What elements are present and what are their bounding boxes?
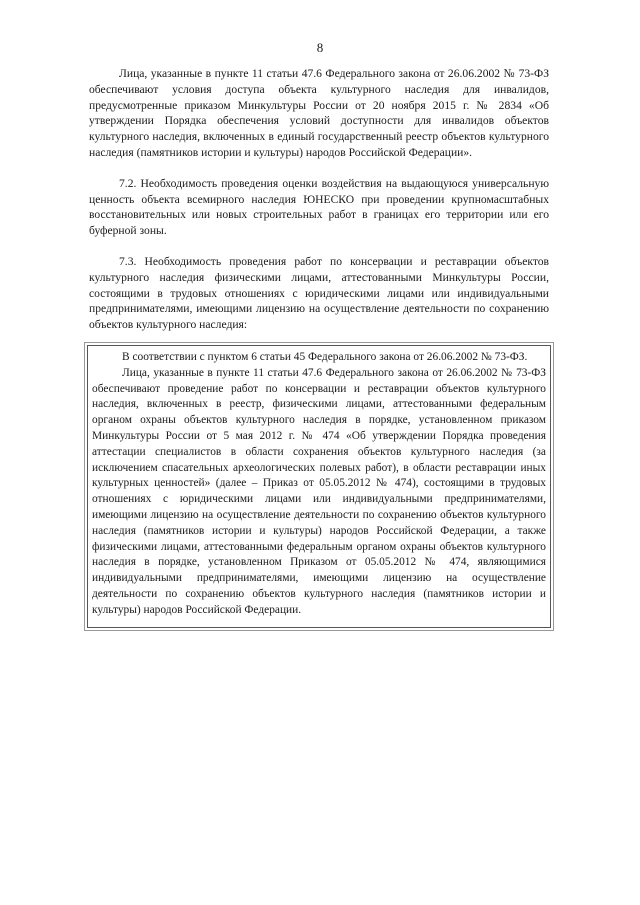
box-paragraph-reference: В соответствии с пунктом 6 статьи 45 Федерального закона от 26.06.2002 № 73-ФЗ.: [122, 350, 528, 363]
paragraph-7-2: 7.2. Необходимость проведения оценки воздействия на выдающуюся универсальную ценность объекта всемирного наследия ЮНЕСКО при проведении крупномасштабных восстановительных или новых строительных работ в границах его территории или его буферной зоны.: [89, 176, 549, 238]
framed-note-box: [87, 345, 551, 628]
document-body: [89, 66, 549, 628]
paragraph-accessibility: Лица, указанные в пункте 11 статьи 47.6 Федерального закона от 26.06.2002 № 73-ФЗ обеспечивают условия доступа объекта культурного наследия для инвалидов, предусмотренные приказом Минкультуры России от 20 ноября 2015 г. № 2834 «Об утверждении Порядка обеспечения условий доступности для инвалидов объектов культурного наследия, включенных в единый государственный реестр объектов культурного наследия (памятников истории и культуры) народов Российской Федерации».: [89, 67, 549, 159]
paragraph-7-3: 7.3. Необходимость проведения работ по консервации и реставрации объектов культурного наследия физическими лицами, аттестованными Минкультуры России, состоящими в трудовых отношениях с юридическими лицами или индивидуальными предпринимателями, имеющими лицензию на осуществление деятельности по сохранению объектов культурного наследия:: [89, 254, 549, 332]
page-number: 8: [316, 40, 324, 55]
box-paragraph-conservation: Лица, указанные в пункте 11 статьи 47.6 Федерального закона от 26.06.2002 № 73-ФЗ обеспечивают проведение работ по консервации и реставрации объектов культурного наследия, включенных в реестр, физическими лицами, аттестованными федеральным органом охраны объектов культурного наследия в порядке, установленном приказом Минкультуры России от 5 мая 2012 г. № 474 «Об утверждении Порядка проведения аттестации специалистов в области сохранения объектов культурного наследия (за исключением спасательных археологических полевых работ), в области реставрации иных культурных ценностей» (далее – Приказ от 05.05.2012 № 474), состоящими в трудовых отношениях с юридическими лицами или индивидуальными предпринимателями, имеющими лицензию на осуществление деятельности по сохранению объектов культурного наследия (памятников истории и культуры) народов Российской Федерации, а также физическими лицами, аттестованными федеральным органом охраны объектов культурного наследия в порядке, установленном Приказом от 05.05.2012 № 474, являющимися индивидуальными предпринимателями, имеющими лицензию на осуществление деятельности по сохранению объектов культурного наследия (памятников истории и культуры) народов Российской Федерации.: [92, 366, 546, 616]
